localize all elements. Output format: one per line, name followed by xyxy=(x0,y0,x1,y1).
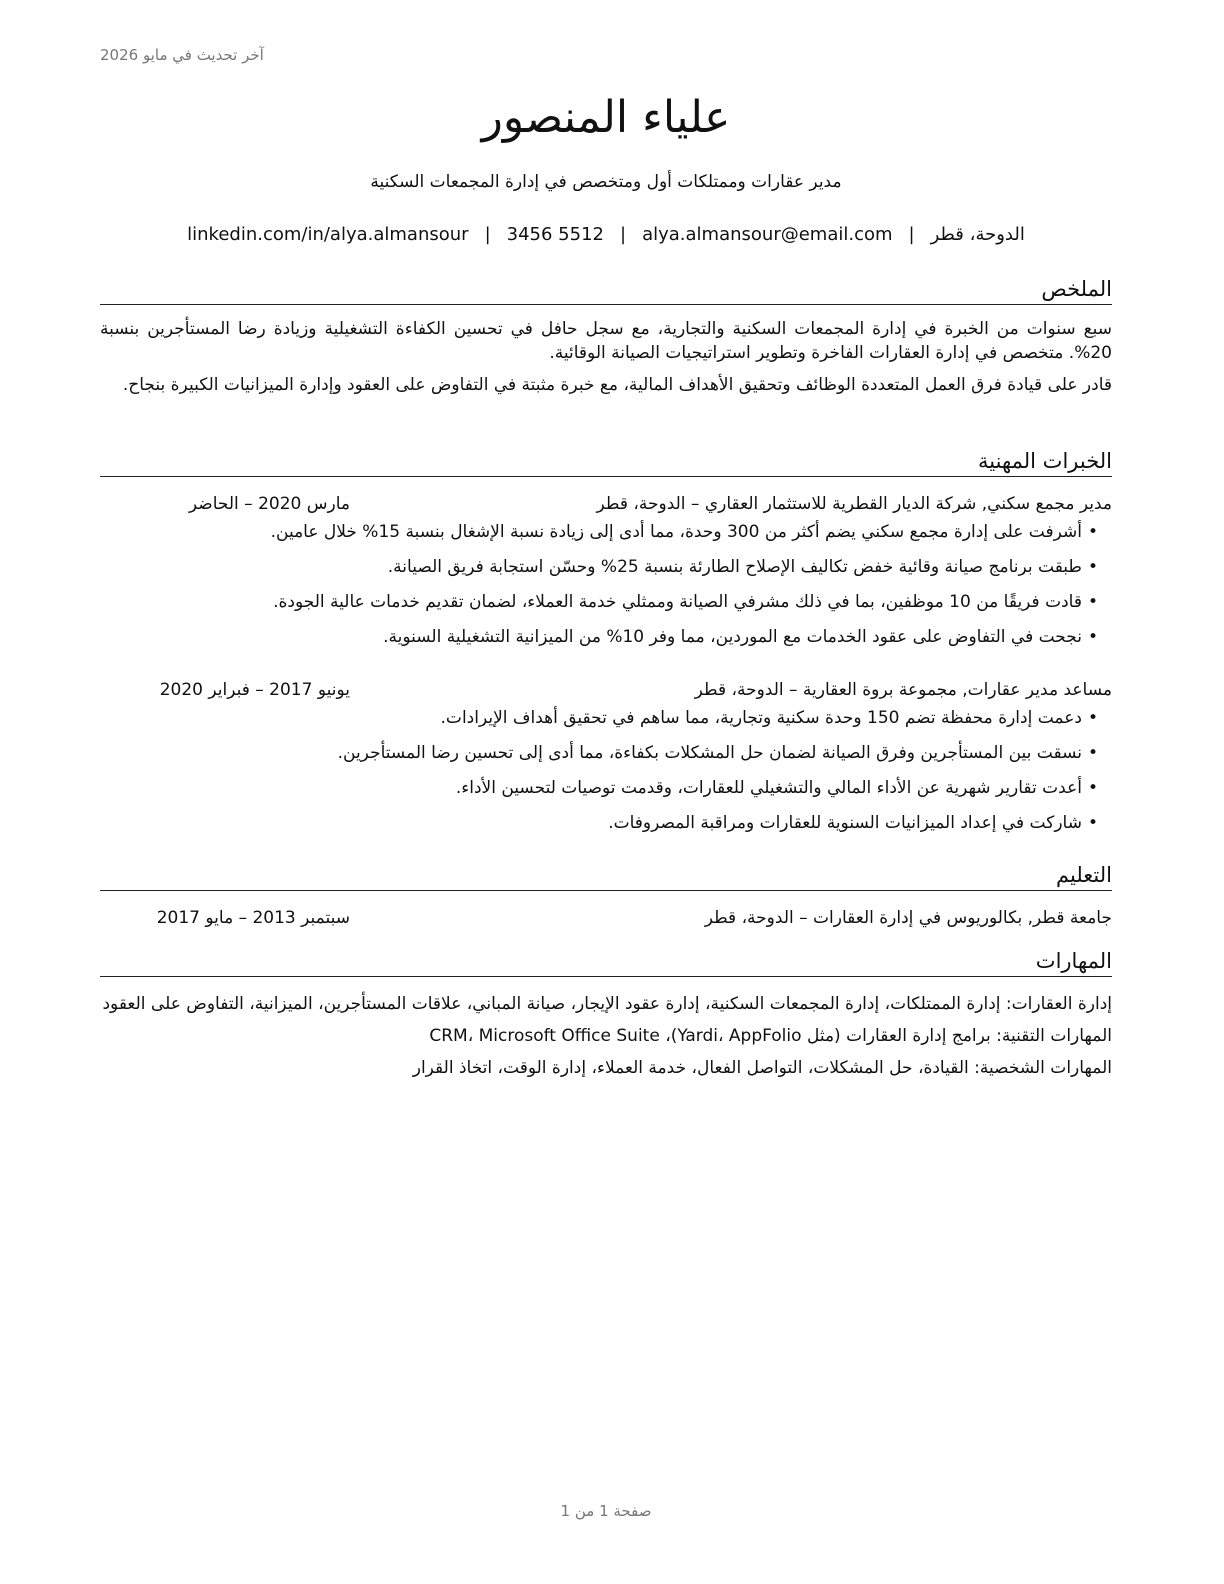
contact-separator: | xyxy=(620,224,627,245)
job-dates: يونيو 2017 – فبراير 2020 xyxy=(159,680,350,701)
job-header xyxy=(100,678,1112,702)
job-entry xyxy=(100,492,1112,649)
education-title: التعليم xyxy=(100,862,1112,891)
job-bullets xyxy=(100,520,1112,649)
candidate-headline: مدير عقارات وممتلكات أول ومتخصص في إدارة المجمعات السكنية xyxy=(370,172,842,192)
job-heading: مساعد مدير عقارات, مجموعة بروة العقارية – الدوحة، قطر xyxy=(694,680,1112,701)
experience-title: الخبرات المهنية xyxy=(100,448,1112,477)
list-item: • نسقت بين المستأجرين وفرق الصيانة لضمان حل المشكلات بكفاءة، مما أدى إلى تحسين رضا المستأجرين. xyxy=(100,741,1098,765)
contact-email[interactable]: alya.almansour@email.com xyxy=(642,224,893,245)
list-item: • أعدت تقارير شهرية عن الأداء المالي والتشغيلي للعقارات، وقدمت توصيات لتحسين الأداء. xyxy=(100,776,1098,800)
summary-paragraph: سبع سنوات من الخبرة في إدارة المجمعات السكنية والتجارية، مع سجل حافل في تحسين الكفاءة التشغيلية وزيادة رضا المستأجرين بنسبة 20%. متخصص في إدارة العقارات الفاخرة وتطوير استراتيجيات الصيانة الوقائية. xyxy=(100,319,1112,364)
contact-separator: | xyxy=(908,224,915,245)
education-heading: جامعة قطر, بكالوريوس في إدارة العقارات – الدوحة، قطر xyxy=(704,908,1112,929)
resume-page xyxy=(100,0,1112,1584)
job-entry xyxy=(100,678,1112,835)
candidate-name: علياء المنصور xyxy=(481,92,731,143)
job-dates: مارس 2020 – الحاضر xyxy=(188,494,350,515)
list-item: • نجحت في التفاوض على عقود الخدمات مع الموردين، مما وفر 10% من الميزانية التشغيلية السنوية. xyxy=(100,625,1098,649)
education-entry xyxy=(100,906,1112,930)
skills-title: المهارات xyxy=(100,948,1112,977)
contact-line xyxy=(100,224,1112,245)
skills-section xyxy=(100,948,1112,1080)
list-item: • شاركت في إعداد الميزانيات السنوية للعقارات ومراقبة المصروفات. xyxy=(100,811,1098,835)
contact-linkedin[interactable]: linkedin.com/in/alya.almansour xyxy=(187,224,469,245)
education-dates: سبتمبر 2013 – مايو 2017 xyxy=(156,908,350,929)
contact-separator: | xyxy=(484,224,491,245)
education-section xyxy=(100,862,1112,930)
summary-title: الملخص xyxy=(100,276,1112,305)
contact-location: الدوحة، قطر xyxy=(930,224,1025,245)
skills-line: المهارات الشخصية: القيادة، حل المشكلات، التواصل الفعال، خدمة العملاء، إدارة الوقت، اتخاذ القرار xyxy=(412,1058,1112,1079)
list-item: • طبقت برنامج صيانة وقائية خفض تكاليف الإصلاح الطارئة بنسبة 25% وحسّن استجابة فريق الصيانة. xyxy=(100,555,1098,579)
job-heading: مدير مجمع سكني, شركة الديار القطرية للاستثمار العقاري – الدوحة، قطر xyxy=(596,494,1112,515)
summary-section xyxy=(100,276,1112,397)
last-updated-note: آخر تحديث في مايو 2026 xyxy=(100,46,264,64)
job-bullets xyxy=(100,706,1112,835)
job-header xyxy=(100,492,1112,516)
summary-paragraph: قادر على قيادة فرق العمل المتعددة الوظائف وتحقيق الأهداف المالية، مع خبرة مثبتة في التفاوض على العقود وإدارة الميزانيات الكبيرة بنجاح. xyxy=(122,375,1112,396)
contact-phone[interactable]: 3456 5512 xyxy=(506,224,604,245)
experience-section xyxy=(100,448,1112,835)
list-item: • قادت فريقًا من 10 موظفين، بما في ذلك مشرفي الصيانة وممثلي خدمة العملاء، لضمان تقديم خدمات عالية الجودة. xyxy=(100,590,1098,614)
list-item: • أشرفت على إدارة مجمع سكني يضم أكثر من 300 وحدة، مما أدى إلى زيادة نسبة الإشغال بنسبة 15% خلال عامين. xyxy=(100,520,1098,544)
page-number: صفحة 1 من 1 xyxy=(560,1502,652,1520)
skills-line: المهارات التقنية: برامج إدارة العقارات (مثل Yardi، AppFolio)، CRM، Microsoft Office Suite xyxy=(429,1026,1112,1047)
list-item: • دعمت إدارة محفظة تضم 150 وحدة سكنية وتجارية، مما ساهم في تحقيق أهداف الإيرادات. xyxy=(100,706,1098,730)
skills-line: إدارة العقارات: إدارة الممتلكات، إدارة المجمعات السكنية، إدارة عقود الإيجار، صيانة المباني، علاقات المستأجرين، الميزانية، التفاوض على العقود xyxy=(102,994,1112,1015)
